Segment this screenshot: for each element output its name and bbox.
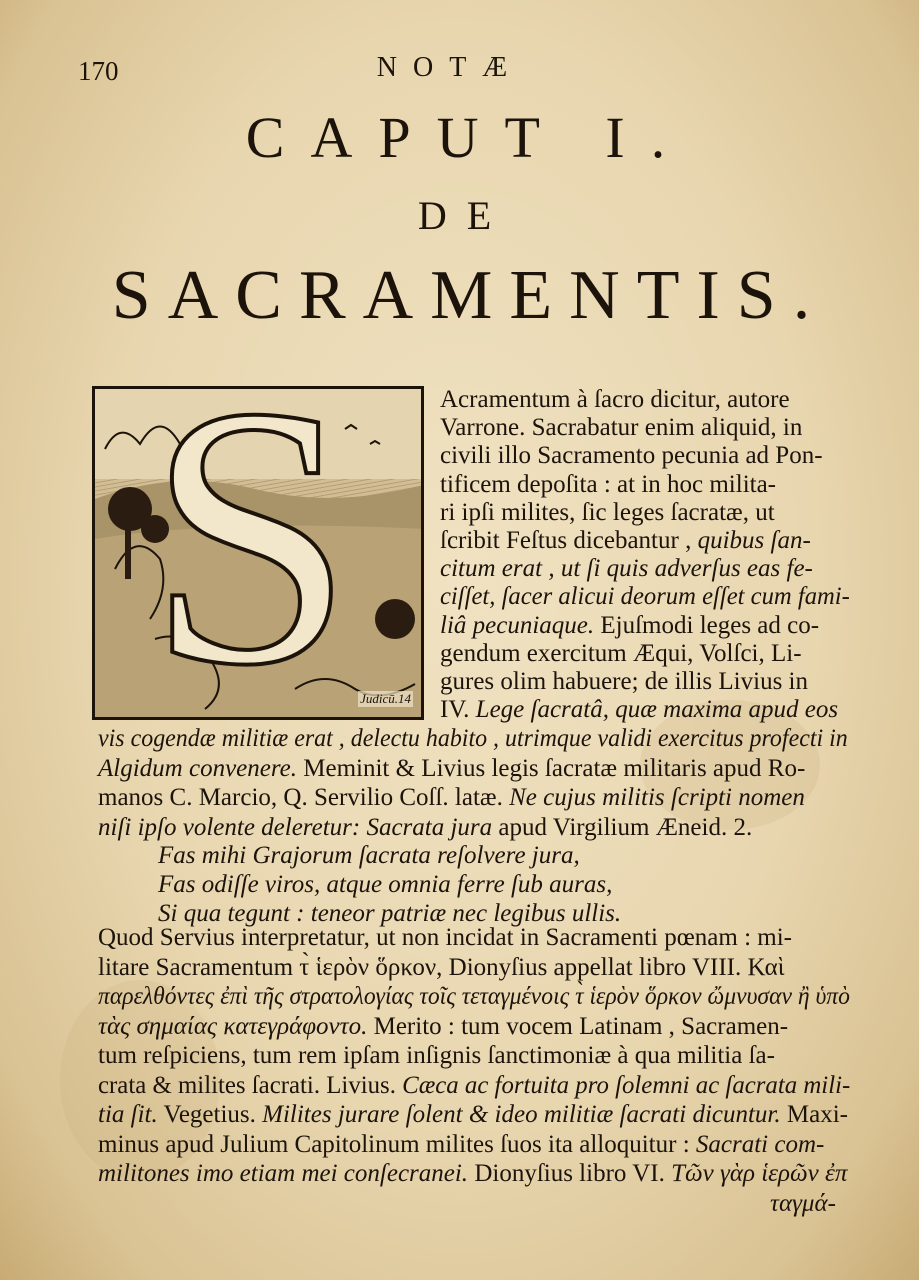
text-line [98, 1011, 788, 1042]
italic-text: Algidum convenere. [98, 754, 297, 782]
roman-text: apud Virgilium Æneid. 2. [492, 813, 753, 841]
italic-text: tia ſit. [98, 1101, 158, 1128]
chapter-title: CAPUT I. [245, 105, 692, 170]
text-line [770, 1188, 836, 1219]
roman-text: gures olim habuere; de illis Livius in [440, 668, 808, 695]
text-line [440, 525, 811, 556]
italic-text: ταγμά- [770, 1189, 836, 1217]
roman-text: Dionyſius libro VI. [468, 1160, 672, 1187]
roman-text: Acramentum à ſacro dicitur, autore [440, 386, 790, 413]
italic-text: quibus ſan- [697, 527, 811, 554]
text-line [98, 1129, 824, 1160]
text-line [440, 694, 838, 725]
text-line [98, 812, 752, 843]
italic-text: Milites jurare ſolent & ideo militiæ ſacrati dicuntur. [262, 1101, 781, 1128]
roman-text: minus apud Julium Capitolinum milites ſuos ita alloquitur : [98, 1130, 696, 1158]
text-line [440, 469, 776, 500]
italic-text: Sacrati com- [695, 1130, 825, 1158]
text-line [440, 666, 808, 697]
roman-text: Meminit & Livius legis ſacratæ militaris apud Ro- [297, 754, 806, 782]
chapter-subtitle-de: DE [417, 193, 512, 238]
text-line [98, 1070, 850, 1101]
text-line [440, 412, 802, 443]
italic-text: vis cogendæ militiæ erat , delectu habito , utrimque validi exercitus profecti in [98, 725, 848, 752]
woodcut-caption: Judicū.14 [360, 691, 411, 706]
roman-text: crata & milites ſacrati. Livius. [98, 1071, 403, 1099]
text-line [98, 922, 792, 953]
italic-text: παρελθόντες ἐπὶ τῆς στρατολογίας τοῖς τεταγμένοις τ̀ ἱερὸν ὅρκον ὤμνυσαν ἢ ὑπὸ [98, 983, 850, 1010]
roman-text: tum reſpiciens, tum rem ipſam inſignis ſanctimoniæ à qua militia ſa- [98, 1042, 775, 1069]
text-line [440, 553, 813, 584]
text-line [98, 952, 784, 983]
text-line [440, 638, 802, 669]
italic-text: ciſſet, ſacer alicui deorum eſſet cum fami- [440, 583, 850, 611]
text-line [98, 753, 805, 784]
italic-text: Fas odiſſe viros, atque omnia ferre ſub auras, [158, 871, 613, 898]
verse-line [158, 869, 612, 900]
roman-text: ſcribit Feſtus dicebantur , [440, 527, 698, 554]
italic-text: Fas mihi Grajorum ſacrata reſolvere jura, [158, 842, 580, 869]
italic-text: niſi ipſo volente deleretur: Sacrata jura [98, 813, 493, 841]
roman-text: Vegetius. [157, 1101, 263, 1128]
text-line [98, 1158, 847, 1189]
woodcut-initial [92, 386, 424, 720]
italic-text: Ne cujus militis ſcripti nomen [509, 784, 805, 811]
italic-text: Si qua tegunt : teneor patriæ nec legibus ullis. [158, 900, 622, 927]
text-line [98, 782, 805, 813]
text-line [440, 581, 850, 612]
roman-text: Quod Servius interpretatur, ut non incidat in Sacramenti pœnam : mi- [98, 924, 792, 951]
italic-text: militones imo etiam mei conſecranei. [98, 1160, 469, 1187]
roman-text: gendum exercitum Æqui, Volſci, Li- [440, 639, 802, 667]
roman-text: manos C. Marcio, Q. Servilio Coſſ. latæ. [98, 784, 510, 811]
chapter-subject: SACRAMENTIS. [111, 257, 828, 334]
italic-text: citum erat , ut ſi quis adverſus eas fe- [440, 555, 813, 583]
drop-cap-letter: S [147, 386, 354, 720]
roman-text: IV. [440, 696, 476, 724]
text-line [440, 610, 819, 641]
italic-text: liâ pecuniaque. [440, 611, 595, 639]
italic-text: Lege ſacratâ, quæ maxima apud eos [475, 696, 839, 724]
text-line [98, 1040, 775, 1071]
italic-text: τὰς σημαίας κατεγράφοντο. [98, 1012, 368, 1040]
roman-text: Varrone. Sacrabatur enim aliquid, in [440, 414, 803, 442]
text-line [440, 384, 790, 415]
roman-text: litare Sacramentum τ̀ ἱερὸν ὅρκον, Dionyſius appellat libro VIII. Καὶ [98, 953, 785, 981]
roman-text: ri ipſi milites, ſic leges ſacratæ, ut [440, 498, 775, 526]
roman-text: Merito : tum vocem Latinam , Sacramen- [367, 1012, 789, 1040]
roman-text: Maxi- [780, 1101, 848, 1128]
verse-line [158, 840, 580, 871]
text-line [98, 723, 848, 754]
italic-text: Τῶν γὰρ ἱερῶν ἐπ [671, 1160, 848, 1187]
text-line [98, 1099, 848, 1130]
running-head: NOTÆ [376, 52, 524, 83]
roman-text: tificem depoſita : at in hoc milita- [440, 470, 777, 498]
italic-text: Cæca ac fortuita pro ſolemni ac ſacrata mili- [402, 1071, 851, 1099]
page-number: 170 [78, 56, 119, 86]
text-line [440, 497, 775, 528]
text-line [440, 440, 823, 471]
roman-text: Ejuſmodi leges ad co- [594, 611, 820, 639]
text-line [98, 981, 850, 1012]
roman-text: civili illo Sacramento pecunia ad Pon- [440, 442, 823, 470]
